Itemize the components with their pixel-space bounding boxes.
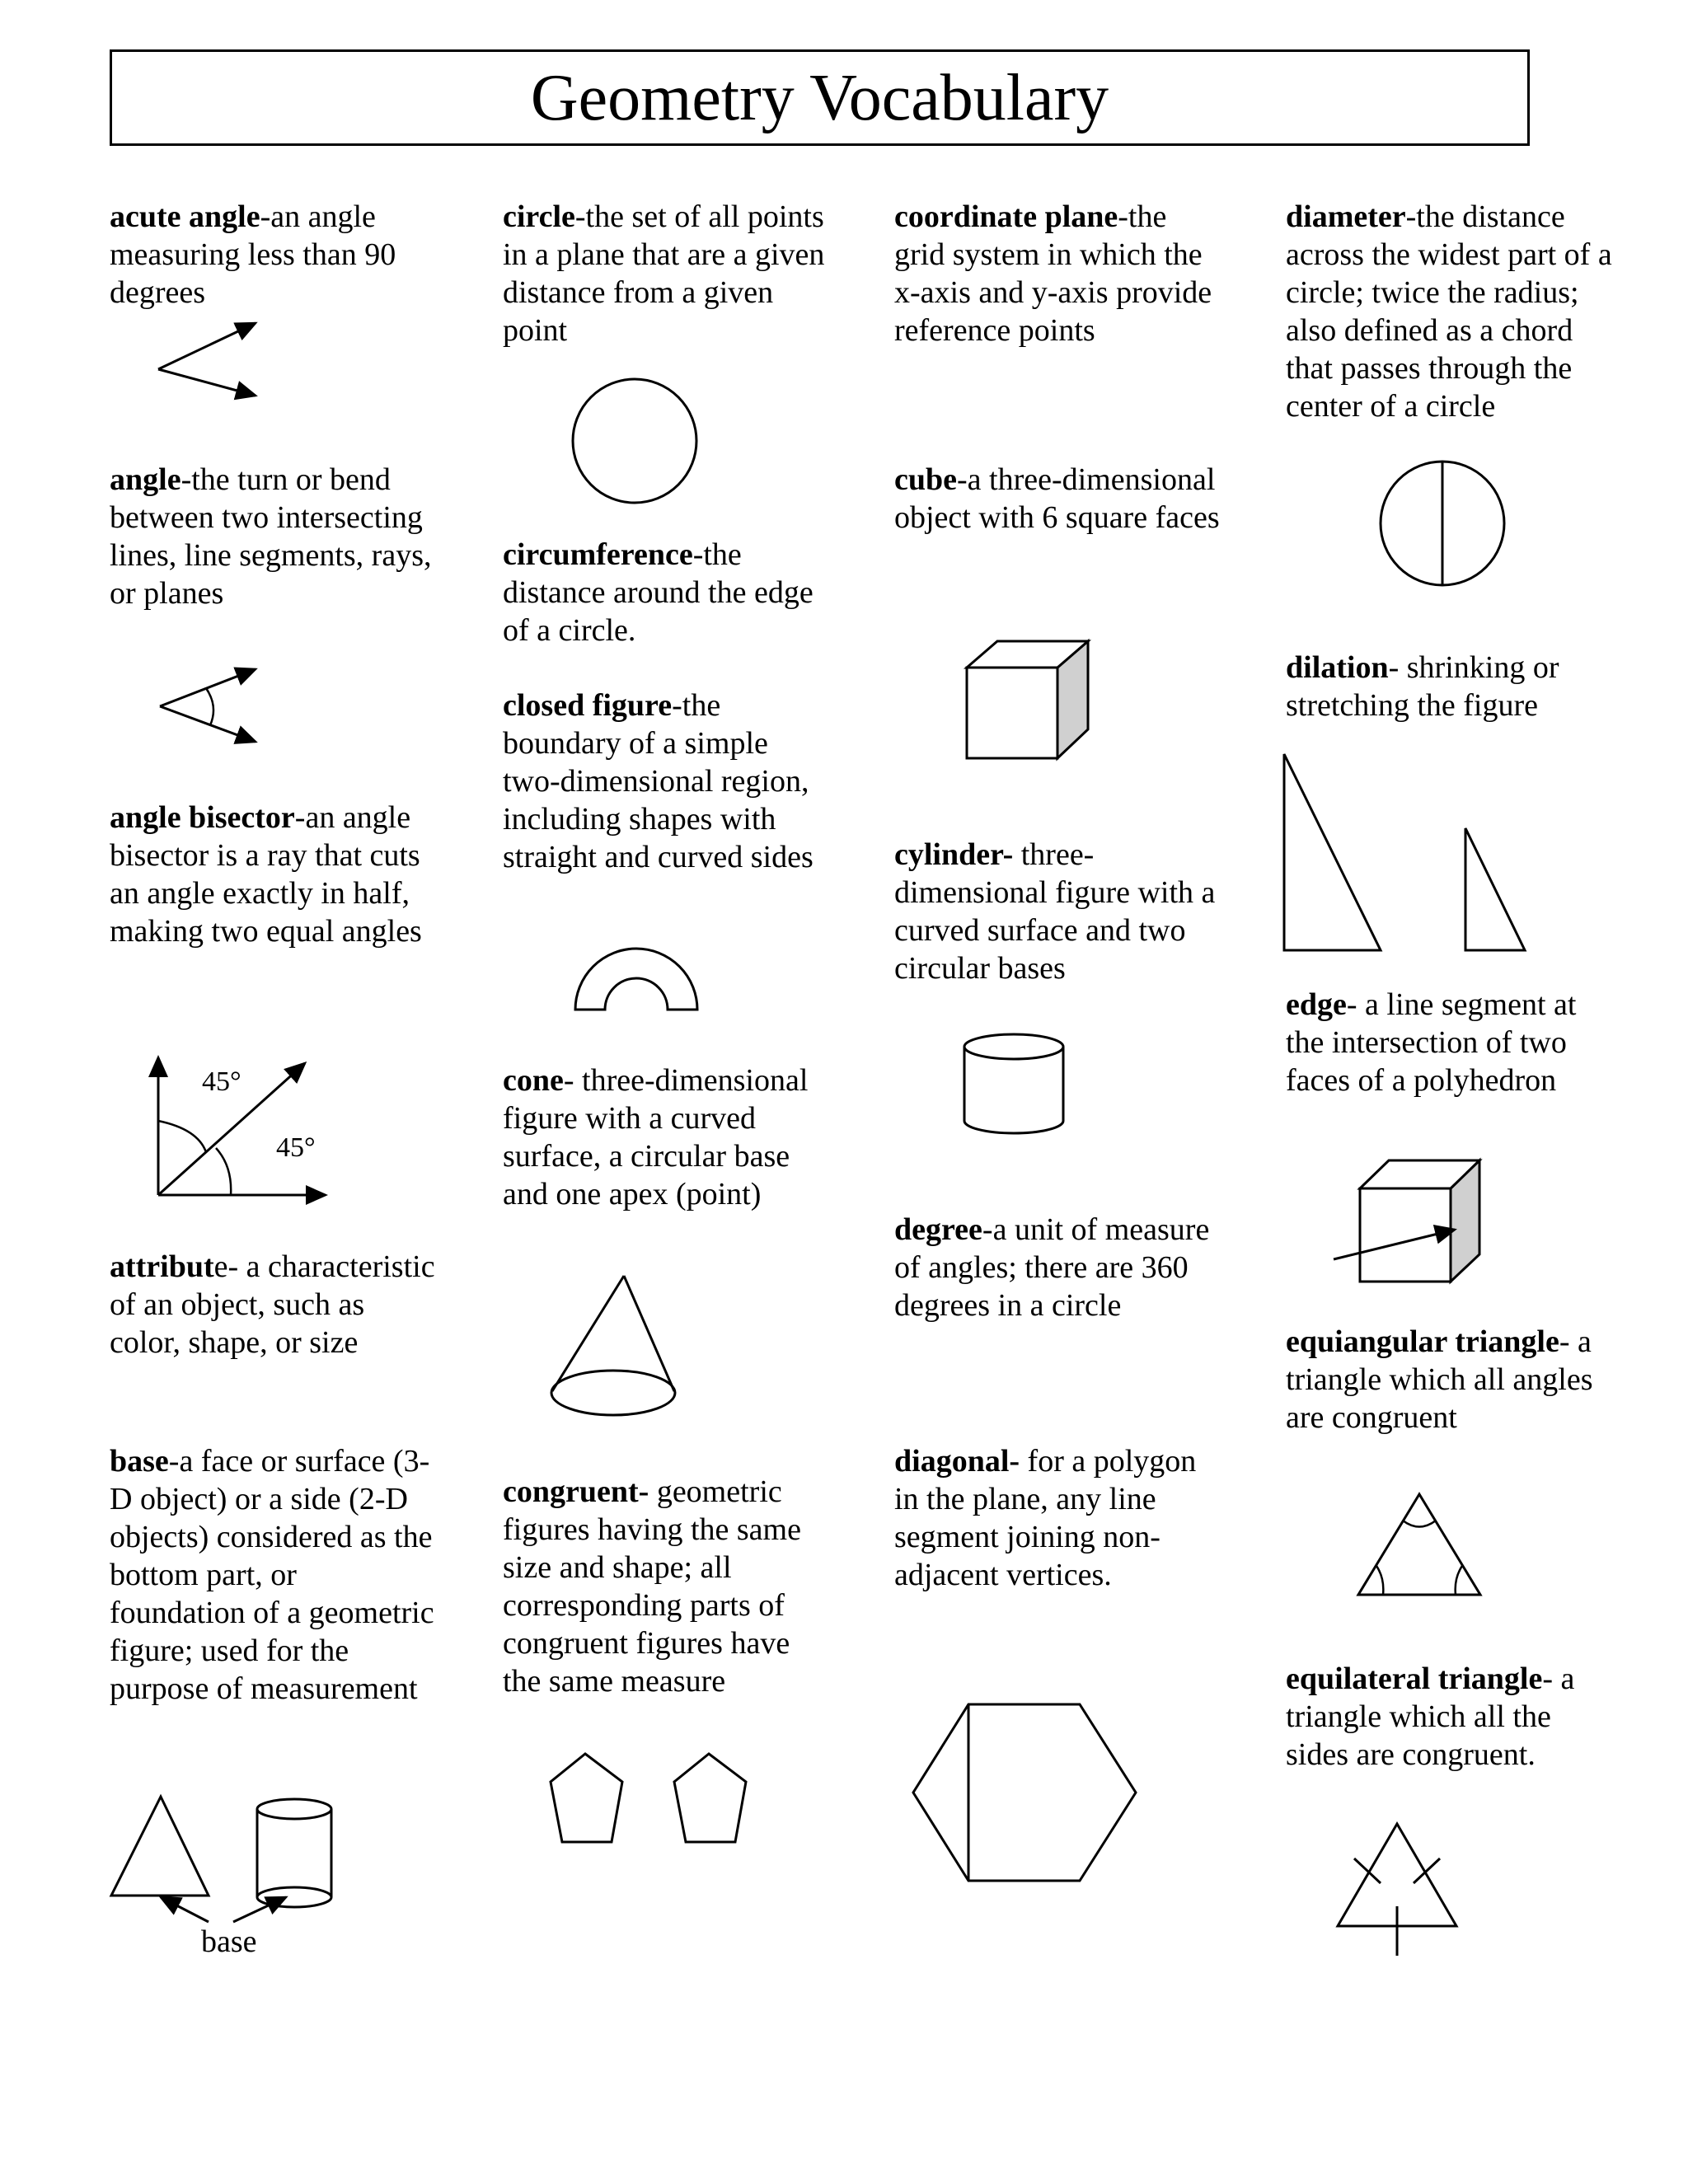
definition: -the set of all points in a plane that are a given distance from a given point xyxy=(503,199,825,348)
term: degree xyxy=(894,1212,982,1247)
definition: - a triangle which all the sides are congruent. xyxy=(1286,1661,1575,1772)
congruent-pentagons-figure xyxy=(544,1747,758,1854)
term: cube xyxy=(894,462,957,497)
dilation-figure xyxy=(1278,746,1541,956)
entry-diameter xyxy=(1286,198,1615,425)
definition: -a unit of measure of angles; there are 360 degrees in a circle xyxy=(894,1212,1210,1323)
definition: three-dimensional figure with a curved surface and two circular bases xyxy=(894,837,1216,986)
equilateral-triangle-figure xyxy=(1331,1817,1463,1961)
term: coordinate plane xyxy=(894,199,1118,234)
term: base xyxy=(110,1444,169,1479)
entry-cylinder xyxy=(894,836,1224,987)
term: closed figure xyxy=(503,688,673,723)
definition: -the distance across the widest part of a circle; twice the radius; also defined as a chord that passes through the center of a circle xyxy=(1286,199,1612,424)
definition: geometric figures having the same size and shape; all corresponding parts of congruent figures have the same measure xyxy=(503,1474,801,1699)
term: dilation xyxy=(1286,650,1389,685)
cube-figure xyxy=(960,635,1100,766)
entry-equilateral-triangle xyxy=(1286,1660,1615,1774)
entry-cube xyxy=(894,461,1224,537)
term: circumference xyxy=(503,537,693,572)
angle-figure xyxy=(148,659,272,750)
entry-closed-figure xyxy=(503,687,832,876)
entry-degree xyxy=(894,1211,1224,1324)
definition: e- a characteristic of an object, such as color, shape, or size xyxy=(110,1249,435,1360)
entry-circle xyxy=(503,198,832,349)
definition: for a polygon in the plane, any line segment joining non-adjacent vertices. xyxy=(894,1444,1197,1592)
base-figure xyxy=(103,1788,350,1929)
circle-figure xyxy=(569,375,701,507)
closed-figure-arch xyxy=(569,940,705,1018)
entry-coordinate-plane xyxy=(894,198,1224,349)
term: cone xyxy=(503,1063,564,1098)
definition: - a triangle which all angles are congruent xyxy=(1286,1324,1593,1435)
definition: -the boundary of a simple two-dimensional region, including shapes with straight and curved sides xyxy=(503,688,814,874)
term: acute angle xyxy=(110,199,260,234)
definition: -a face or surface (3-D object) or a side (2-D objects) considered as the bottom part, or foundation of a geometric figure; used for the purpose of measurement xyxy=(110,1444,434,1706)
entry-acute-angle xyxy=(110,198,439,312)
entry-base xyxy=(110,1442,439,1708)
entry-equiangular-triangle xyxy=(1286,1323,1615,1436)
cylinder-figure xyxy=(960,1030,1071,1141)
entry-angle xyxy=(110,461,439,612)
definition: -a three-dimensional object with 6 square faces xyxy=(894,462,1220,535)
diagonal-hexagon-figure xyxy=(907,1698,1142,1891)
angle-bisector-figure xyxy=(140,1043,338,1216)
entry-angle-bisector xyxy=(110,799,439,950)
entry-attribute xyxy=(110,1248,439,1361)
term: congruent- xyxy=(503,1474,649,1509)
acute-angle-figure xyxy=(148,313,272,404)
term: circle xyxy=(503,199,575,234)
definition: -the grid system in which the x-axis and y-axis provide reference points xyxy=(894,199,1212,348)
definition: -an angle measuring less than 90 degrees xyxy=(110,199,396,310)
definition: -an angle bisector is a ray that cuts an angle exactly in half, making two equal angles xyxy=(110,800,422,949)
diameter-figure xyxy=(1376,457,1508,589)
entry-cone xyxy=(503,1062,832,1213)
title-box xyxy=(110,49,1530,146)
entry-edge xyxy=(1286,986,1615,1099)
entry-congruent xyxy=(503,1473,832,1700)
term: equilateral triangle xyxy=(1286,1661,1543,1696)
definition: -the turn or bend between two intersecting lines, line segments, rays, or planes xyxy=(110,462,432,611)
term: edge xyxy=(1286,987,1347,1022)
page-title: Geometry Vocabulary xyxy=(530,61,1109,134)
term: diameter xyxy=(1286,199,1406,234)
term: diagonal- xyxy=(894,1444,1020,1479)
angle-45-bottom-label: 45° xyxy=(276,1132,316,1163)
entry-circumference xyxy=(503,536,832,649)
entry-diagonal xyxy=(894,1442,1224,1594)
term: angle bisector xyxy=(110,800,295,835)
cone-figure xyxy=(544,1269,684,1426)
term: cylinder- xyxy=(894,837,1014,872)
angle-45-top-label: 45° xyxy=(202,1066,241,1097)
edge-figure xyxy=(1327,1154,1492,1290)
equiangular-triangle-figure xyxy=(1352,1488,1488,1599)
term: angle xyxy=(110,462,181,497)
term: attribut xyxy=(110,1249,214,1284)
definition: - three-dimensional figure with a curved surface, a circular base and one apex (point) xyxy=(503,1063,809,1212)
base-label: base xyxy=(201,1924,257,1959)
definition: -the distance around the edge of a circle. xyxy=(503,537,814,648)
definition: - a line segment at the intersection of two faces of a polyhedron xyxy=(1286,987,1577,1098)
definition: - shrinking or stretching the figure xyxy=(1286,650,1559,723)
entry-dilation xyxy=(1286,649,1615,724)
term: equiangular triangle xyxy=(1286,1324,1559,1359)
